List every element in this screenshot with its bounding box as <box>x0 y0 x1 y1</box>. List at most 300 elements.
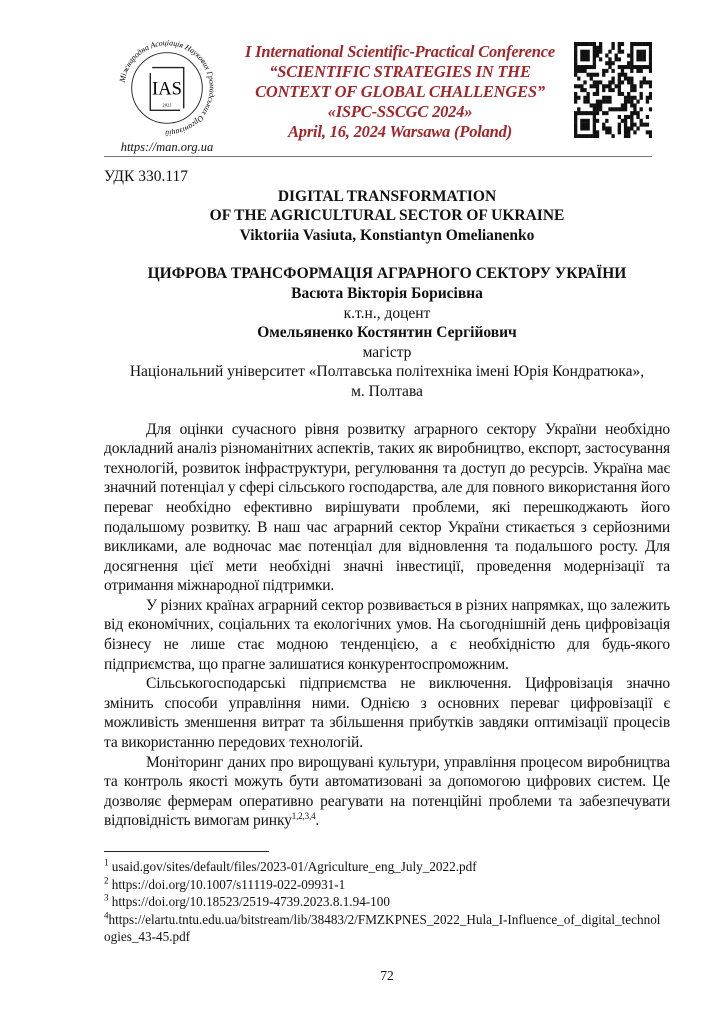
qr-module <box>624 119 627 123</box>
qr-module <box>577 96 580 100</box>
qr-module <box>646 100 649 104</box>
qr-module <box>618 46 621 50</box>
association-url[interactable]: https://man.org.ua <box>120 140 214 154</box>
qr-module <box>590 65 593 69</box>
qr-module <box>608 84 611 88</box>
qr-module <box>605 126 608 130</box>
header-divider <box>104 156 652 157</box>
qr-module <box>630 88 633 92</box>
qr-module <box>602 126 605 130</box>
qr-module <box>630 84 633 88</box>
qr-module <box>586 50 589 54</box>
qr-module <box>630 111 633 115</box>
footnote-number: 4 <box>104 910 109 921</box>
qr-module <box>608 88 611 92</box>
qr-module <box>630 96 633 100</box>
qr-module <box>574 96 577 100</box>
paragraph: У різних країнах аграрний сектор розвивається в різних напрямках, що залежить від економічних, соціальних та екологічних умов. На сьогоднішній день цифровізація бізнесу не лише стає модною тенденцією, а є необхідністю для будь-якого підприємства, що прагне залишатися конкурентоспроможним. <box>104 596 670 673</box>
qr-module <box>574 65 577 69</box>
qr-module <box>596 100 599 104</box>
english-title-block <box>104 187 670 246</box>
qr-module <box>593 80 596 84</box>
qr-module <box>643 50 646 54</box>
qr-module <box>633 103 636 107</box>
qr-module <box>602 84 605 88</box>
qr-module <box>640 50 643 54</box>
qr-module <box>574 115 577 119</box>
footnote <box>104 893 664 911</box>
qr-module <box>593 123 596 127</box>
page-header <box>104 36 652 154</box>
qr-module <box>630 103 633 107</box>
qr-module <box>596 54 599 58</box>
english-title-line: OF THE AGRICULTURAL SECTOR OF UKRAINE <box>209 207 565 225</box>
qr-module <box>577 134 580 138</box>
qr-module <box>593 107 596 111</box>
conference-line: “SCIENTIFIC STRATEGIES IN THE <box>269 62 531 81</box>
qr-module <box>599 46 602 50</box>
qr-module <box>593 134 596 138</box>
qr-module <box>636 126 639 130</box>
qr-module <box>646 80 649 84</box>
qr-module <box>636 115 639 119</box>
qr-module <box>593 50 596 54</box>
qr-module <box>593 46 596 50</box>
qr-module <box>599 57 602 61</box>
qr-module <box>640 84 643 88</box>
qr-module <box>605 69 608 73</box>
qr-module <box>577 84 580 88</box>
qr-module <box>630 126 633 130</box>
ias-logo <box>115 36 219 140</box>
qr-module <box>590 77 593 81</box>
author-name: Омельяненко Костянтин Сергійович <box>257 324 517 342</box>
qr-module <box>577 111 580 115</box>
footnote-number: 1 <box>104 857 109 868</box>
qr-module <box>621 73 624 77</box>
footnote-link[interactable]: https://elartu.tntu.edu.ua/bitstream/lib/38483/2/FMZKPNES_2022_Hula_I-Influence_of_digital_technologies_43-45.pdf <box>104 911 661 944</box>
paragraph: Сільськогосподарські підприємства не виключення. Цифровізація значно змінить способи управління ними. Однією з основних переваг цифровізації є можливість зменшення витрат та збільшення прибутків завдяки оптимізації процесів та використанню передових технологій. <box>104 675 670 752</box>
qr-module <box>640 107 643 111</box>
qr-module <box>574 119 577 123</box>
footnote <box>104 858 664 876</box>
qr-module <box>580 65 583 69</box>
udk-code: УДК 330.117 <box>104 168 188 185</box>
qr-module <box>596 134 599 138</box>
qr-module <box>649 92 652 96</box>
qr-module <box>624 77 627 81</box>
footnote <box>104 911 664 946</box>
qr-module <box>633 96 636 100</box>
qr-module <box>583 111 586 115</box>
qr-module <box>627 126 630 130</box>
qr-module <box>640 54 643 58</box>
qr-module <box>599 42 602 46</box>
qr-module <box>649 134 652 138</box>
qr-module <box>586 119 589 123</box>
qr-module <box>630 54 633 58</box>
qr-module <box>633 65 636 69</box>
qr-module <box>602 111 605 115</box>
qr-module <box>593 126 596 130</box>
qr-module <box>593 84 596 88</box>
qr-module <box>630 57 633 61</box>
qr-module <box>630 123 633 127</box>
qr-module <box>574 130 577 134</box>
qr-module <box>621 50 624 54</box>
paragraph-text: Моніторинг даних про вирощувані культури, управління процесом виробництва та контроль якості можуть бути автоматизовані за допомогою цифрових систем. Це дозволяє фермерам оперативно реагувати на потенційні проблеми та забезпечувати відповідність вимогам ринку <box>104 753 670 830</box>
qr-module <box>574 54 577 58</box>
qr-module <box>574 92 577 96</box>
qr-module <box>577 69 580 73</box>
qr-module <box>583 54 586 58</box>
qr-module <box>630 77 633 81</box>
qr-module <box>636 111 639 115</box>
qr-module <box>618 57 621 61</box>
qr-module <box>611 88 614 92</box>
qr-module <box>590 111 593 115</box>
qr-module <box>593 61 596 65</box>
qr-module <box>618 65 621 69</box>
qr-module <box>618 88 621 92</box>
qr-module <box>583 96 586 100</box>
qr-module <box>640 42 643 46</box>
qr-module <box>640 119 643 123</box>
qr-module <box>649 69 652 73</box>
qr-module <box>596 80 599 84</box>
qr-module <box>646 96 649 100</box>
qr-module <box>583 65 586 69</box>
qr-module <box>602 96 605 100</box>
qr-module <box>618 92 621 96</box>
qr-module <box>602 69 605 73</box>
qr-module <box>633 111 636 115</box>
qr-module <box>640 123 643 127</box>
conference-line: I International Scientific-Practical Conference <box>244 42 556 61</box>
qr-module <box>580 123 583 127</box>
qr-module <box>649 84 652 88</box>
qr-module <box>574 50 577 54</box>
qr-module <box>596 130 599 134</box>
qr-module <box>636 42 639 46</box>
qr-module <box>624 123 627 127</box>
qr-module <box>618 80 621 84</box>
qr-module <box>640 92 643 96</box>
qr-module <box>636 57 639 61</box>
qr-module <box>640 96 643 100</box>
qr-module <box>596 92 599 96</box>
qr-module <box>605 84 608 88</box>
logo-year: 2021 <box>162 103 172 109</box>
qr-module <box>583 69 586 73</box>
qr-module <box>630 42 633 46</box>
qr-module <box>593 115 596 119</box>
qr-module <box>618 42 621 46</box>
qr-module <box>646 42 649 46</box>
paragraph: Для оцінки сучасного рівня розвитку аграрного сектору України необхідно докладний аналіз різноманітних аспектів, таких як виробництво, експорт, застосування технологій, розвиток інфраструктури, регулювання та доступ до ресурсів. Україна має значний потенціал у сфері сільського господарства, але для повного використання його переваг необхідно ефективно вирішувати проблеми, які перешкоджають його подальшому розвитку. В наш час аграрний сектор України стикається з серйозними викликами, але водночас має потенціал для відновлення та подальшого росту. Для досягнення цієї мети необхідні значні інвестиції, проведення модернізації та отримання міжнародної підтримки. <box>104 420 670 595</box>
qr-module <box>630 50 633 54</box>
qr-module <box>593 54 596 58</box>
qr-module <box>640 65 643 69</box>
qr-module <box>621 107 624 111</box>
qr-module <box>621 69 624 73</box>
qr-module <box>605 54 608 58</box>
qr-module <box>599 107 602 111</box>
author-degree: магістр <box>362 343 412 361</box>
qr-module <box>577 42 580 46</box>
qr-module <box>618 73 621 77</box>
qr-module <box>615 54 618 58</box>
qr-module <box>593 42 596 46</box>
qr-module <box>608 126 611 130</box>
author-name: Васюта Вікторія Борисівна <box>291 284 483 302</box>
qr-module <box>596 84 599 88</box>
qr-module <box>593 130 596 134</box>
qr-module <box>618 130 621 134</box>
qr-module <box>643 54 646 58</box>
qr-module <box>586 42 589 46</box>
qr-module <box>633 123 636 127</box>
qr-module <box>627 92 630 96</box>
qr-module <box>577 65 580 69</box>
qr-module <box>583 134 586 138</box>
qr-module <box>593 65 596 69</box>
qr-module <box>624 126 627 130</box>
qr-module <box>630 69 633 73</box>
qr-module <box>633 42 636 46</box>
qr-module <box>583 88 586 92</box>
qr-module <box>627 96 630 100</box>
qr-module <box>605 61 608 65</box>
qr-module <box>586 134 589 138</box>
logo-column <box>108 36 226 154</box>
affiliation: Національний університет «Полтавська політехніка імені Юрія Кондратюка», <box>129 363 645 381</box>
qr-module <box>649 61 652 65</box>
qr-module <box>593 73 596 77</box>
qr-module <box>580 84 583 88</box>
qr-module <box>649 96 652 100</box>
qr-module <box>643 65 646 69</box>
qr-module <box>580 134 583 138</box>
logo-text: IAS <box>152 78 182 100</box>
qr-module <box>580 69 583 73</box>
qr-module <box>574 61 577 65</box>
qr-module <box>596 103 599 107</box>
qr-module <box>624 103 627 107</box>
qr-module <box>618 115 621 119</box>
qr-module <box>627 100 630 104</box>
qr-module <box>636 69 639 73</box>
qr-module <box>574 46 577 50</box>
qr-module <box>593 103 596 107</box>
qr-module <box>596 73 599 77</box>
qr-module <box>574 84 577 88</box>
qr-module <box>615 57 618 61</box>
qr-module <box>630 46 633 50</box>
qr-module <box>649 46 652 50</box>
qr-module <box>627 61 630 65</box>
qr-module <box>624 115 627 119</box>
qr-module <box>646 65 649 69</box>
qr-module <box>627 54 630 58</box>
qr-module <box>643 80 646 84</box>
qr-module <box>608 107 611 111</box>
qr-module <box>605 111 608 115</box>
qr-module <box>602 123 605 127</box>
qr-module <box>615 84 618 88</box>
footnote-link[interactable]: https://doi.org/10.1007/s11119-022-09931-1 <box>108 876 346 892</box>
qr-module <box>611 77 614 81</box>
qr-module <box>586 54 589 58</box>
qr-module <box>574 111 577 115</box>
qr-module <box>580 50 583 54</box>
qr-module <box>596 119 599 123</box>
qr-module <box>649 54 652 58</box>
qr-module <box>602 88 605 92</box>
qr-module <box>602 73 605 77</box>
qr-module <box>586 92 589 96</box>
qr-module <box>618 50 621 54</box>
qr-module <box>618 84 621 88</box>
logo-ring-text: Міжнародна Асоціація Наукових Громадських Організацій <box>117 38 217 138</box>
qr-module <box>621 65 624 69</box>
qr-module <box>615 107 618 111</box>
qr-module <box>618 107 621 111</box>
qr-module <box>586 123 589 127</box>
qr-module <box>621 80 624 84</box>
qr-module <box>580 54 583 58</box>
qr-module <box>599 80 602 84</box>
qr-module <box>583 126 586 130</box>
qr-module <box>593 92 596 96</box>
qr-module <box>593 111 596 115</box>
qr-module <box>646 123 649 127</box>
qr-module <box>621 103 624 107</box>
qr-module <box>586 111 589 115</box>
qr-module <box>596 107 599 111</box>
qr-module <box>608 130 611 134</box>
qr-module <box>574 126 577 130</box>
qr-module <box>605 130 608 134</box>
qr-module <box>630 100 633 104</box>
footnote-link[interactable]: usaid.gov/sites/default/files/2023-01/Agriculture_eng_July_2022.pdf <box>108 859 477 874</box>
qr-module <box>633 88 636 92</box>
qr-module <box>621 42 624 46</box>
footnote-number: 2 <box>104 875 109 886</box>
qr-module <box>618 77 621 81</box>
qr-module <box>605 119 608 123</box>
qr-module <box>611 69 614 73</box>
qr-module <box>599 100 602 104</box>
qr-module <box>608 96 611 100</box>
qr-module <box>624 96 627 100</box>
qr-module <box>577 77 580 81</box>
qr-module <box>586 73 589 77</box>
qr-module <box>627 134 630 138</box>
qr-module <box>611 80 614 84</box>
qr-module <box>574 69 577 73</box>
city: м. Полтава <box>351 382 423 400</box>
qr-module <box>640 80 643 84</box>
qr-module <box>608 57 611 61</box>
qr-module <box>649 107 652 111</box>
qr-module <box>590 134 593 138</box>
qr-module <box>605 96 608 100</box>
qr-module <box>633 130 636 134</box>
qr-module <box>599 103 602 107</box>
conference-line: CONTEXT OF GLOBAL CHALLENGES” <box>255 82 545 101</box>
footnote-number: 3 <box>104 892 109 903</box>
page-number: 72 <box>380 967 394 983</box>
conference-line: April, 16, 2024 Warsawa (Poland) <box>287 122 513 141</box>
qr-module <box>649 42 652 46</box>
qr-module <box>624 107 627 111</box>
qr-module <box>593 57 596 61</box>
qr-module <box>577 107 580 111</box>
qr-module <box>627 65 630 69</box>
qr-module <box>636 65 639 69</box>
qr-module <box>608 100 611 104</box>
qr-module <box>574 42 577 46</box>
qr-module <box>583 123 586 127</box>
qr-module <box>574 134 577 138</box>
qr-module <box>574 57 577 61</box>
qr-module <box>627 130 630 134</box>
qr-module <box>602 100 605 104</box>
english-title-line: DIGITAL TRANSFORMATION <box>277 187 497 205</box>
paragraph <box>104 753 670 831</box>
qr-module <box>633 84 636 88</box>
qr-module <box>590 84 593 88</box>
qr-module <box>643 123 646 127</box>
qr-module <box>580 57 583 61</box>
qr-module <box>586 96 589 100</box>
qr-module <box>633 107 636 111</box>
qr-module <box>646 115 649 119</box>
qr-module <box>611 42 614 46</box>
qr-module <box>643 77 646 81</box>
qr-module <box>580 111 583 115</box>
qr-module <box>630 80 633 84</box>
qr-module <box>580 42 583 46</box>
footnote-link[interactable]: https://doi.org/10.18523/2519-4739.2023.8.1.94-100 <box>108 894 390 909</box>
qr-module <box>590 42 593 46</box>
qr-module <box>627 115 630 119</box>
qr-module <box>630 61 633 65</box>
qr-module <box>605 100 608 104</box>
qr-module <box>608 65 611 69</box>
qr-module <box>583 119 586 123</box>
footnotes <box>104 858 664 946</box>
qr-module <box>596 111 599 115</box>
ukrainian-title: ЦИФРОВА ТРАНСФОРМАЦІЯ АГРАРНОГО СЕКТОРУ УКРАЇНИ <box>147 265 627 283</box>
qr-module <box>580 126 583 130</box>
qr-module <box>583 50 586 54</box>
qr-module <box>649 50 652 54</box>
qr-module <box>608 50 611 54</box>
qr-module <box>618 126 621 130</box>
qr-module <box>596 88 599 92</box>
qr-module <box>624 100 627 104</box>
qr-module <box>599 50 602 54</box>
qr-module <box>586 100 589 104</box>
qr-module <box>611 134 614 138</box>
conference-line: «ISPC-SSCGC 2024» <box>327 102 473 121</box>
qr-module <box>583 42 586 46</box>
qr-module <box>583 80 586 84</box>
english-authors: Viktoriia Vasiuta, Konstiantyn Omelianenko <box>239 226 535 244</box>
qr-module <box>574 73 577 77</box>
